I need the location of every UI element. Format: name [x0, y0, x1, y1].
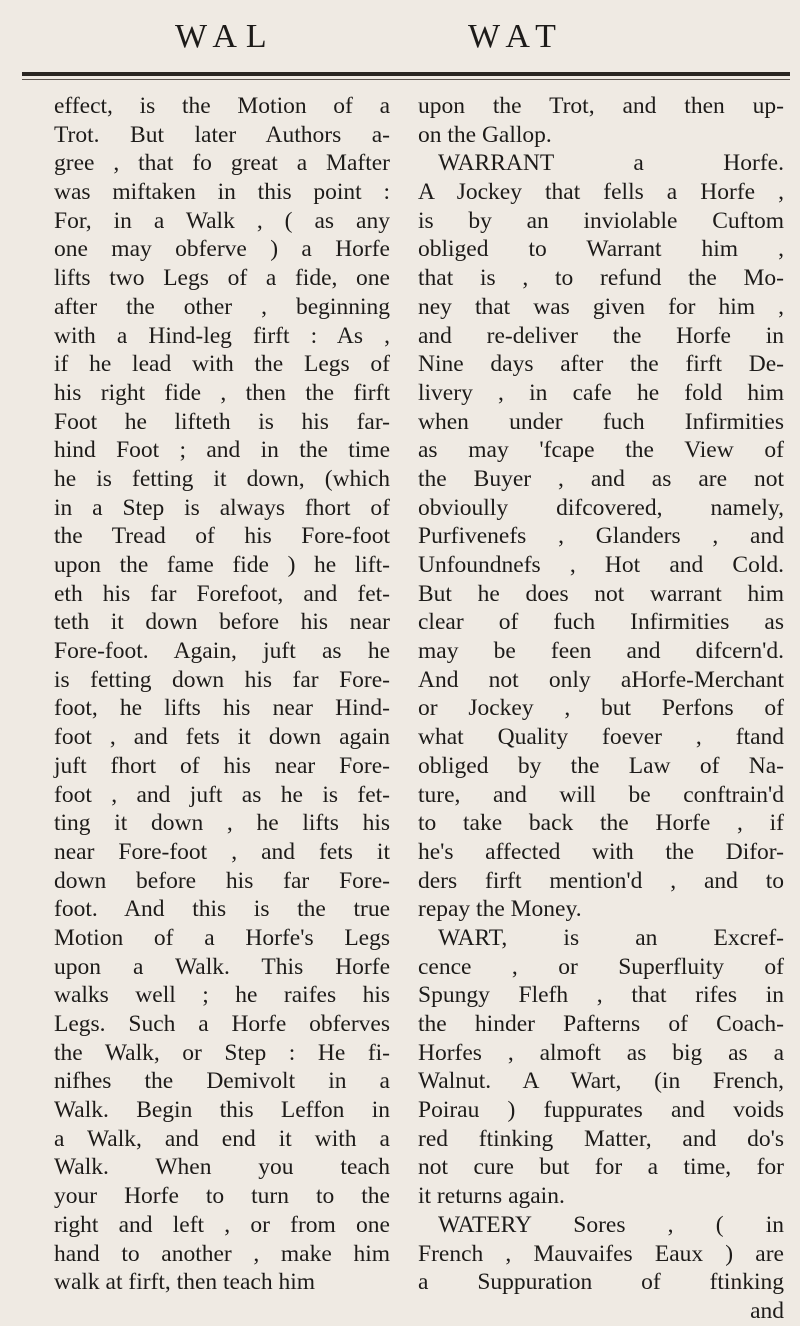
text-line: Trot. But later Authors a- [54, 121, 390, 148]
text-line: cence , or Superfluity of [418, 953, 784, 980]
text-line: WATERY Sores , ( in [438, 1211, 784, 1238]
text-line: if he lead with the Legs of [54, 351, 390, 378]
text-line: Unfoundnefs , Hot and Cold. [418, 552, 784, 578]
text-line: not cure but for a time, for [418, 1154, 784, 1181]
text-line: to take back the Horfe , if [418, 810, 784, 837]
text-line: the Walk, or Step : He fi- [54, 1039, 390, 1066]
text-line: juft fhort of his near Fore- [54, 752, 390, 779]
text-line: is fetting down his far Fore- [54, 666, 390, 693]
text-line: WARRANT a Horfe. [438, 150, 784, 177]
text-line: obliged to Warrant him , [418, 236, 784, 263]
header-right-guideword: WAT [468, 18, 565, 55]
text-line: foot , and fets it down again [54, 724, 390, 751]
header-rule-thin [22, 79, 790, 80]
text-line: gree , that fo great a Mafter [54, 150, 390, 177]
text-line: hand to another , make him [54, 1240, 390, 1267]
text-line: that is , to refund the Mo- [418, 265, 784, 292]
text-line: livery , in cafe he fold him [418, 379, 784, 406]
text-line: ders firft mention'd , and to [418, 867, 784, 894]
text-line: as may 'fcape the View of [418, 437, 784, 464]
text-line: Purfivenefs , Glanders , and [418, 523, 784, 550]
text-line: WART, is an Excref- [438, 924, 784, 951]
text-line: A Jockey that fells a Horfe , [418, 179, 784, 206]
text-line: after the other , beginning [54, 293, 390, 320]
text-line: Horfes , almoft as big as a [418, 1039, 784, 1066]
text-line: effect, is the Motion of a [54, 93, 390, 119]
text-line: may be feen and difcern'd. [418, 638, 784, 665]
text-line: with a Hind-leg firft : As , [54, 322, 390, 349]
text-line: or Jockey , but Perfons of [418, 695, 784, 722]
text-line: the hinder Pafterns of Coach- [418, 1011, 784, 1037]
text-line: upon the Trot, and then up- [418, 93, 784, 119]
text-line: was miftaken in this point : [54, 179, 390, 206]
text-line: his right fide , then the firft [54, 379, 390, 406]
text-line: is by an inviolable Cuftom [418, 207, 784, 234]
text-line: ney that was given for him , [418, 293, 784, 320]
text-line: Walk. Begin this Leffon in [54, 1097, 390, 1124]
text-line: Fore-foot. Again, juft as he [54, 638, 390, 665]
text-line: Nine days after the firft De- [418, 351, 784, 378]
text-line: Walk. When you teach [54, 1154, 390, 1181]
text-line: near Fore-foot , and fets it [54, 838, 390, 865]
text-line: down before his far Fore- [54, 867, 390, 894]
text-line: repay the Money. [418, 896, 582, 923]
text-line: obvioully difcovered, namely, [418, 494, 784, 521]
text-line: in a Step is always fhort of [54, 494, 390, 521]
text-line: Legs. Such a Horfe obferves [54, 1011, 390, 1037]
text-line: And not only aHorfe-Merchant [418, 666, 784, 693]
text-line: the Tread of his Fore-foot [54, 523, 390, 550]
text-line: Motion of a Horfe's Legs [54, 924, 390, 951]
text-line: eth his far Forefoot, and fet- [54, 580, 390, 607]
text-line: foot. And this is the true [54, 896, 390, 923]
text-line: and re-deliver the Horfe in [418, 322, 784, 349]
text-line: your Horfe to turn to the [54, 1183, 390, 1210]
text-line: Foot he lifteth is his far- [54, 408, 390, 435]
text-line: a Suppuration of ftinking [418, 1269, 784, 1296]
text-line: French , Mauvaifes Eaux ) are [418, 1240, 784, 1267]
text-line: and [750, 1297, 784, 1324]
text-line: lifts two Legs of a fide, one [54, 265, 390, 292]
text-line: foot, he lifts his near Hind- [54, 695, 390, 722]
text-line: For, in a Walk , ( as any [54, 207, 390, 234]
text-line: red ftinking Matter, and do's [418, 1125, 784, 1152]
text-line: he's affected with the Difor- [418, 838, 784, 865]
text-line: right and left , or from one [54, 1211, 390, 1238]
text-line: ting it down , he lifts his [54, 810, 390, 837]
text-line: on the Gallop. [418, 121, 552, 148]
text-line: it returns again. [418, 1183, 565, 1210]
text-line: Spungy Flefh , that rifes in [418, 982, 784, 1009]
text-line: But he does not warrant him [418, 580, 784, 607]
text-line: Walnut. A Wart, (in French, [418, 1068, 784, 1095]
text-line: when under fuch Infirmities [418, 408, 784, 435]
text-line: teth it down before his near [54, 609, 390, 636]
text-line: upon a Walk. This Horfe [54, 953, 390, 980]
header-left-guideword: WAL [175, 18, 276, 55]
text-line: walks well ; he raifes his [54, 982, 390, 1009]
text-line: one may obferve ) a Horfe [54, 236, 390, 263]
left-text-column [54, 92, 390, 1297]
text-line: he is fetting it down, (which [54, 465, 390, 492]
header-rule [22, 72, 790, 76]
text-line: obliged by the Law of Na- [418, 752, 784, 779]
text-line: ture, and will be conftrain'd [418, 781, 784, 808]
text-line: nifhes the Demivolt in a [54, 1068, 390, 1095]
text-line: the Buyer , and as are not [418, 465, 784, 492]
text-line: upon the fame fide ) he lift- [54, 552, 390, 578]
text-line: hind Foot ; and in the time [54, 437, 390, 464]
right-text-column [418, 92, 784, 1326]
text-line: foot , and juft as he is fet- [54, 781, 390, 808]
text-line: what Quality foever , ftand [418, 724, 784, 751]
text-line: a Walk, and end it with a [54, 1125, 390, 1152]
text-line: clear of fuch Infirmities as [418, 609, 784, 636]
text-line: Poirau ) fuppurates and voids [418, 1097, 784, 1124]
text-line: walk at firft, then teach him [54, 1269, 316, 1296]
running-header [0, 8, 800, 60]
